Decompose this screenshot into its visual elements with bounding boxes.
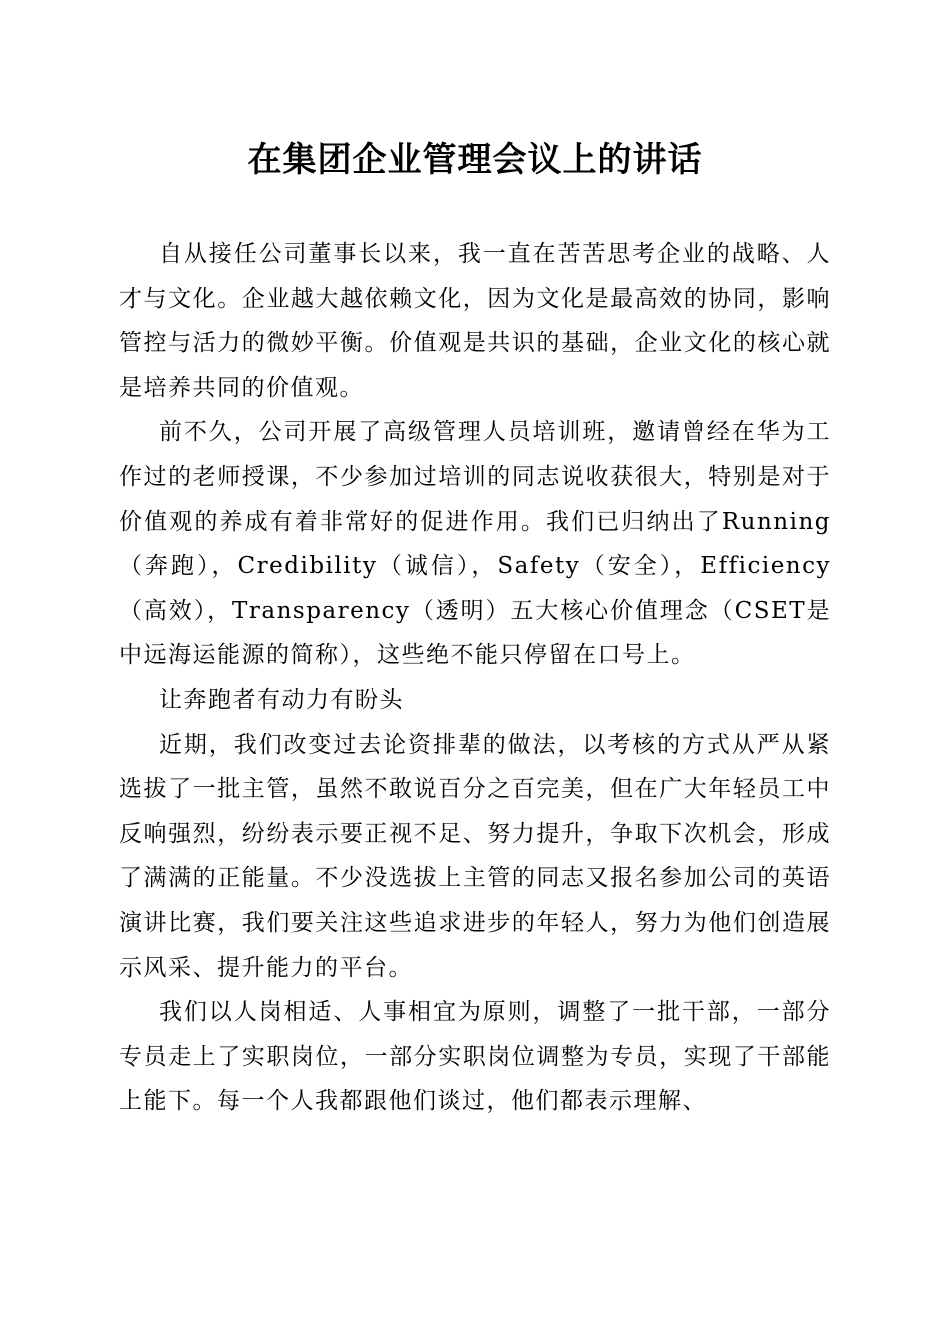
paragraph-3: 近期，我们改变过去论资排辈的做法，以考核的方式从严从紧选拔了一批主管，虽然不敢说百分之百完美，但在广大年轻员工中反响强烈，纷纷表示要正视不足、努力提升，争取下次机会，形成了满满的正能量。不少没选拔上主管的同志又报名参加公司的英语演讲比赛，我们要关注这些追求进步的年轻人，努力为他们创造展示风采、提升能力的平台。 [119,731,831,981]
paragraph-4: 我们以人岗相适、人事相宜为原则，调整了一批干部，一部分专员走上了实职岗位，一部分实职岗位调整为专员，实现了干部能上能下。每一个人我都跟他们谈过，他们都表示理解、 [119,999,831,1115]
paragraph-2: 前不久，公司开展了高级管理人员培训班，邀请曾经在华为工作过的老师授课，不少参加过培训的同志说收获很大，特别是对于价值观的养成有着非常好的促进作用。我们已归纳出了Running（奔跑），Credibility（诚信），Safety（安全），Efficiency（高效），Transparency（透明）五大核心价值理念（CSET是中远海运能源的简称），这些绝不能只停留在口号上。 [119,419,831,669]
document-body [119,232,831,1124]
document-title: 在集团企业管理会议上的讲话 [247,140,703,180]
paragraph-1: 自从接任公司董事长以来，我一直在苦苦思考企业的战略、人才与文化。企业越大越依赖文化，因为文化是最高效的协同，影响管控与活力的微妙平衡。价值观是共识的基础，企业文化的核心就是培养共同的价值观。 [119,241,831,401]
section-heading: 让奔跑者有动力有盼头 [159,686,404,713]
